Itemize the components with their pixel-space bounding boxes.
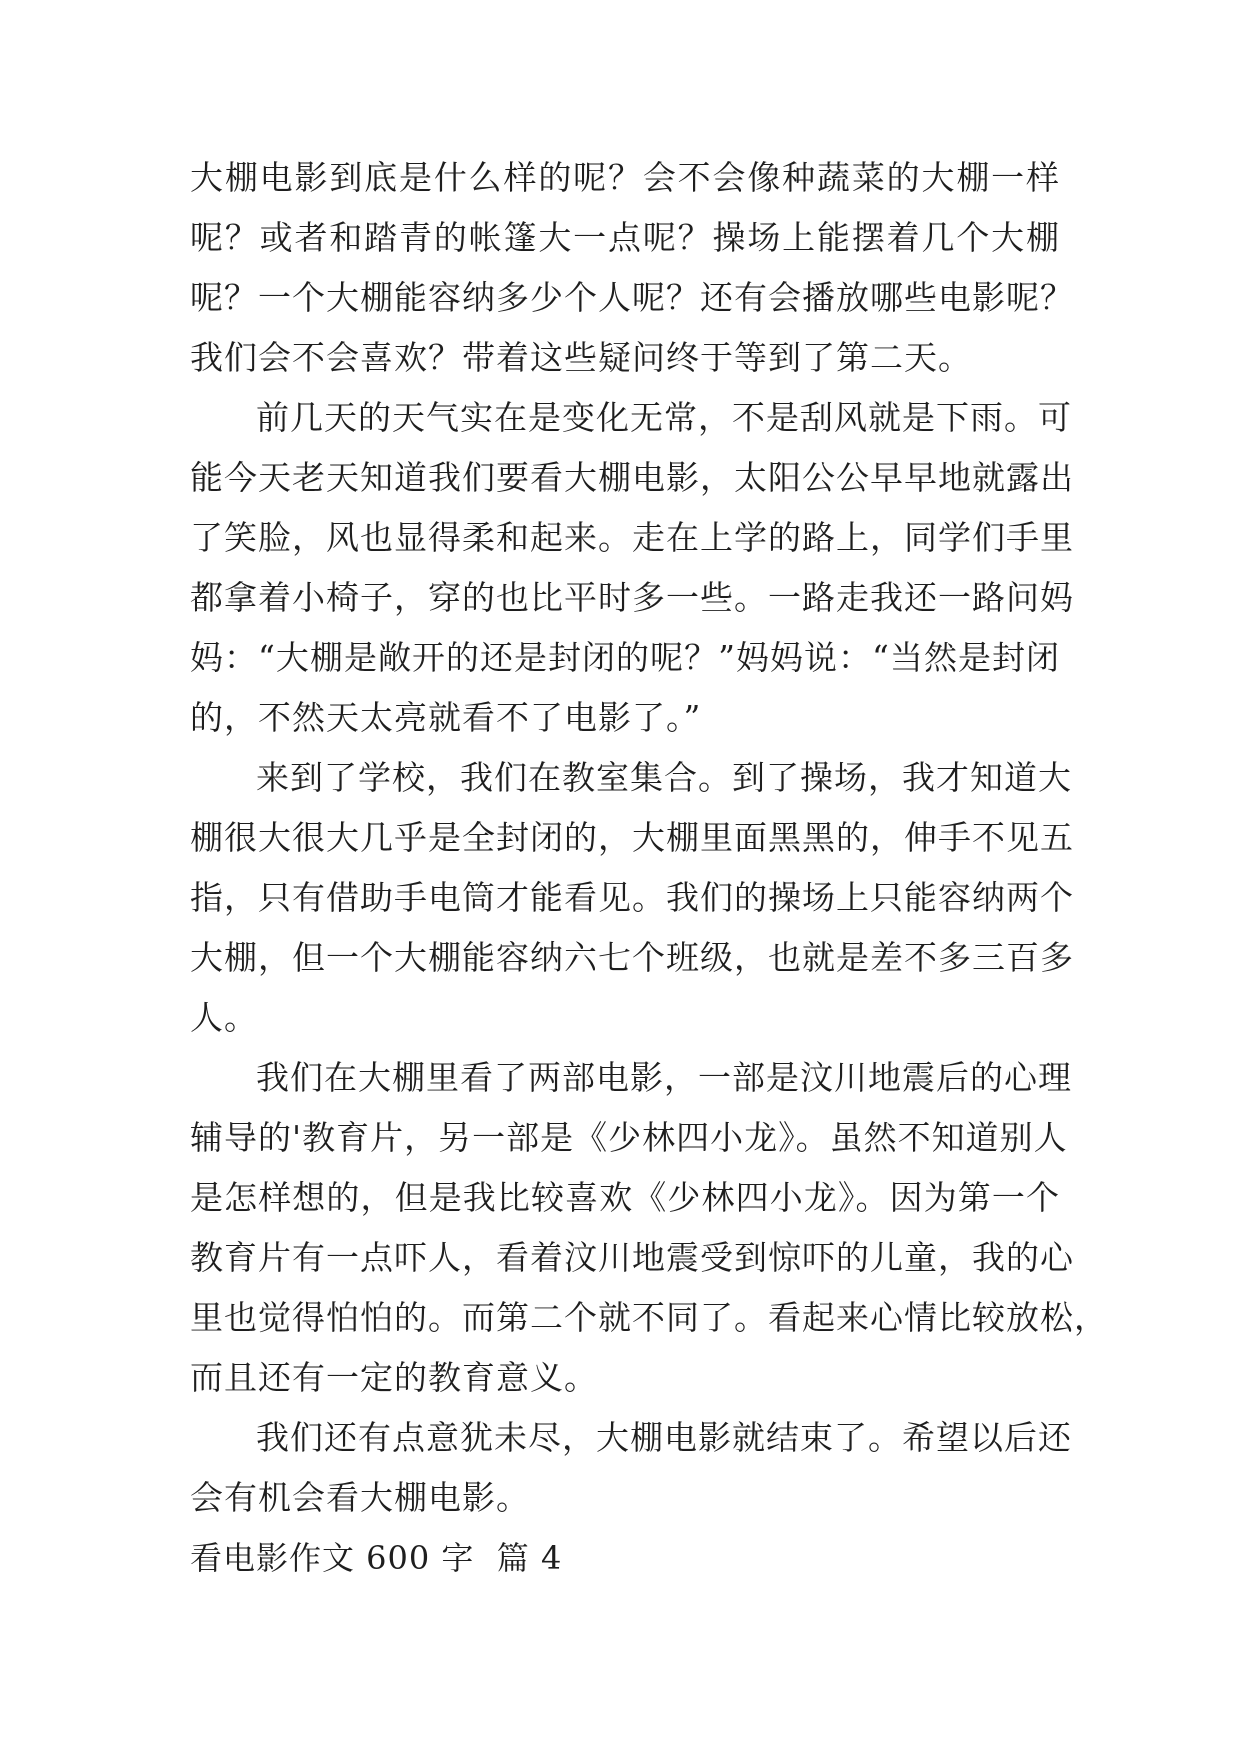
paragraph-line: 大棚，但一个大棚能容纳六七个班级，也就是差不多三百多	[190, 938, 1074, 977]
paragraph-line: 前几天的天气实在是变化无常，不是刮风就是下雨。可	[256, 398, 1072, 437]
paragraph-line: 指，只有借助手电筒才能看见。我们的操场上只能容纳两个	[190, 878, 1074, 917]
paragraph-line: 会有机会看大棚电影。	[190, 1478, 530, 1517]
paragraph-line: 教育片有一点吓人，看着汶川地震受到惊吓的儿童，我的心	[190, 1238, 1074, 1277]
paragraph-line: 妈：“大棚是敞开的还是封闭的呢？”妈妈说：“当然是封闭	[190, 638, 1060, 677]
paragraph-line: 的，不然天太亮就看不了电影了。”	[190, 698, 702, 737]
paragraph-line: 都拿着小椅子，穿的也比平时多一些。一路走我还一路问妈	[190, 578, 1074, 617]
paragraph-line: 是怎样想的，但是我比较喜欢《少林四小龙》。因为第一个	[190, 1178, 1060, 1217]
paragraph-line: 来到了学校，我们在教室集合。到了操场，我才知道大	[256, 758, 1072, 797]
paragraph-line: 了笑脸，风也显得柔和起来。走在上学的路上，同学们手里	[190, 518, 1074, 557]
paragraph-line: 呢？或者和踏青的帐篷大一点呢？操场上能摆着几个大棚	[190, 218, 1060, 257]
paragraph-line: 辅导的'教育片，另一部是《少林四小龙》。虽然不知道别人	[190, 1118, 1068, 1157]
paragraph-line: 棚很大很大几乎是全封闭的，大棚里面黑黑的，伸手不见五	[190, 818, 1074, 857]
paragraph-line: 能今天老天知道我们要看大棚电影，太阳公公早早地就露出	[190, 458, 1074, 497]
paragraph-line: 呢？一个大棚能容纳多少个人呢？还有会播放哪些电影呢？	[190, 278, 1074, 317]
paragraph-line: 而且还有一定的教育意义。	[190, 1358, 598, 1397]
paragraph-line: 人。	[190, 998, 258, 1037]
section-heading: 看电影作文 600 字 篇 4	[190, 1539, 563, 1577]
paragraph-line: 大棚电影到底是什么样的呢？会不会像种蔬菜的大棚一样	[190, 158, 1060, 197]
paragraph-line: 我们还有点意犹未尽，大棚电影就结束了。希望以后还	[256, 1418, 1072, 1457]
paragraph-line: 我们会不会喜欢？带着这些疑问终于等到了第二天。	[190, 338, 972, 377]
paragraph-line: 我们在大棚里看了两部电影，一部是汶川地震后的心理	[256, 1058, 1072, 1097]
paragraph-line: 里也觉得怕怕的。而第二个就不同了。看起来心情比较放松，	[190, 1298, 1108, 1337]
